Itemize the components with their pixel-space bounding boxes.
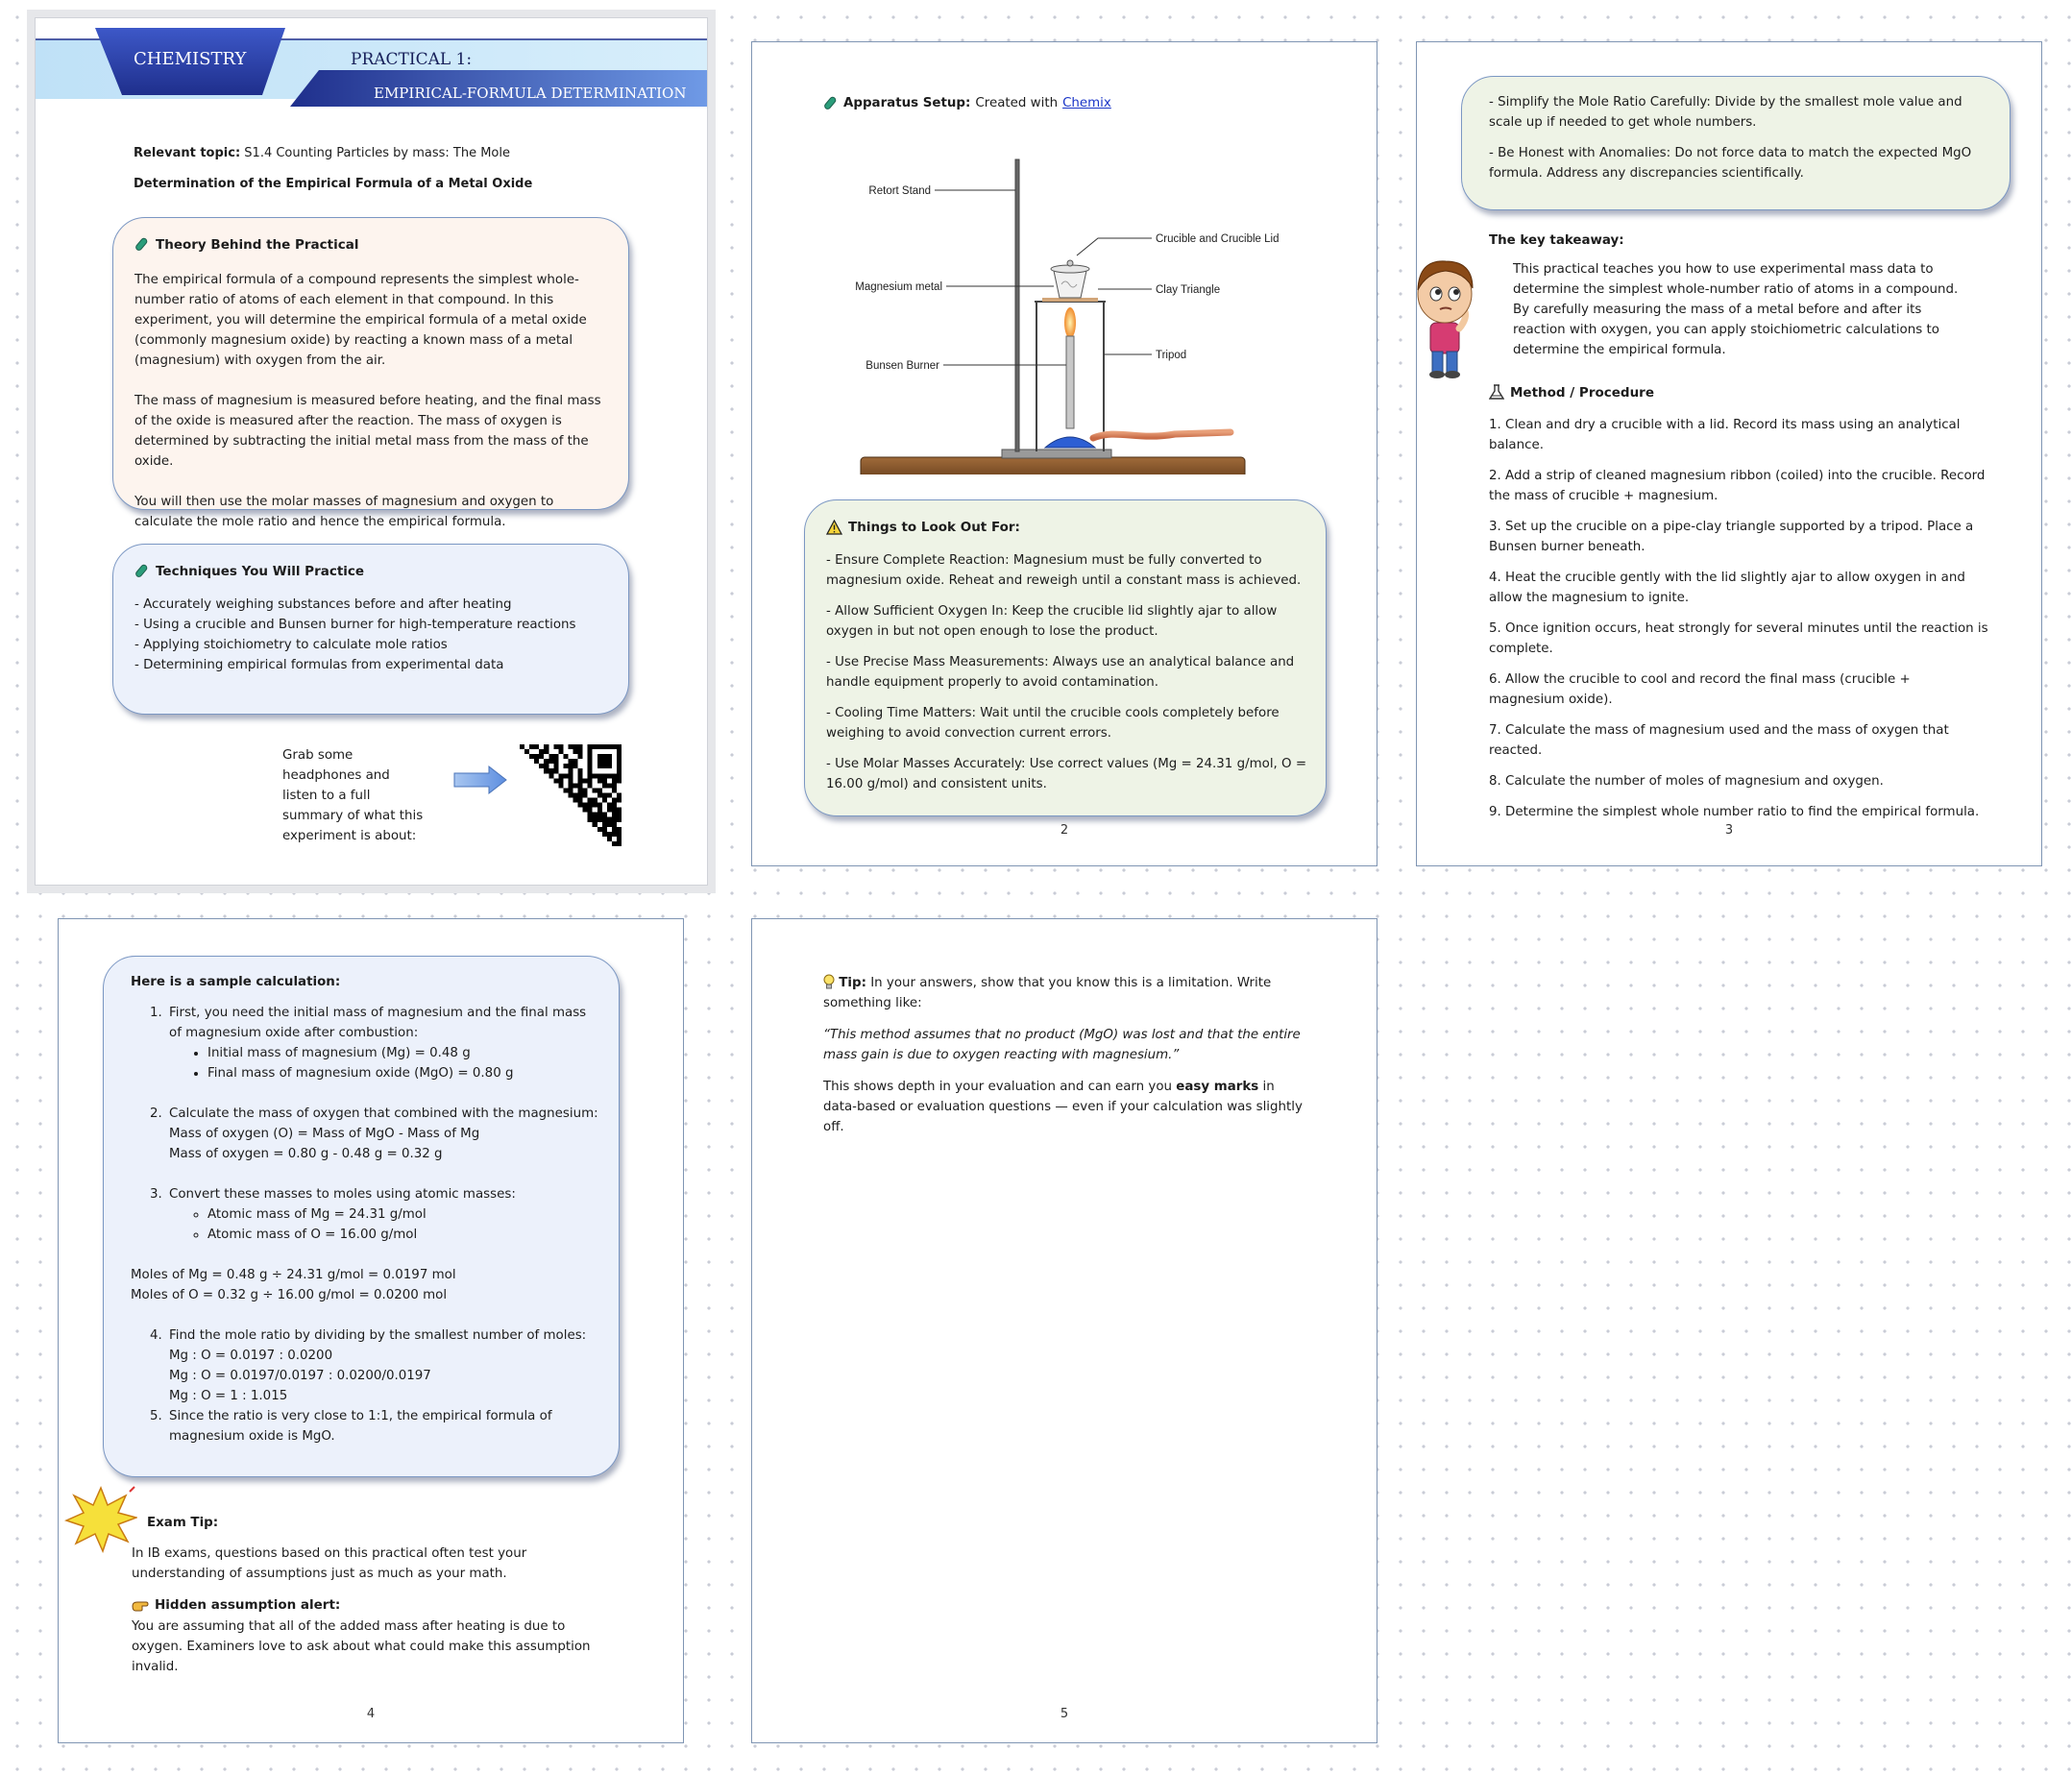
crucible-label: Crucible and Crucible Lid: [1156, 233, 1280, 245]
right-arrow-icon: [452, 766, 508, 794]
list-item: ◦ Atomic mass of Mg = 24.31 g/mol: [207, 1204, 601, 1225]
list-item: - Accurately weighing substances before and after heating: [134, 597, 512, 612]
topic-value: S1.4 Counting Particles by mass: The Mole: [244, 146, 510, 160]
page-number: 5: [1060, 1707, 1069, 1721]
apparatus-diagram: [829, 148, 1290, 474]
page-number: 3: [1724, 823, 1734, 838]
list-item: ◦ Atomic mass of O = 16.00 g/mol: [207, 1225, 601, 1245]
apparatus-text: Created with: [975, 96, 1059, 110]
lookout-list: [826, 550, 1312, 805]
hidden-assumption-text: You are assuming that all of the added mass after heating is due to oxygen. Examiners love to ask about what could make this assumption invalid.: [132, 1619, 591, 1674]
lookout-heading: Things to Look Out For:: [826, 520, 1020, 535]
calc-step: 3. Convert these masses to moles using atomic masses: ◦ Atomic mass of Mg = 24.31 g/mol ◦ Atomic mass of O = 16.00 g/mol: [131, 1184, 601, 1245]
closing-paragraph: This shows depth in your evaluation and can earn you easy marks in data-based or evaluation questions — even if your calculation was slightly off.: [823, 1080, 1303, 1134]
exam-tip-heading: Exam Tip:: [147, 1516, 219, 1530]
page-2[interactable]: [751, 41, 1377, 866]
test-tube-icon: [134, 564, 150, 579]
list-item: - Allow Sufficient Oxygen In: Keep the crucible lid slightly ajar to allow oxygen in but not open enough to lose the product.: [826, 604, 1278, 639]
practical-title: EMPIRICAL-FORMULA DETERMINATION: [374, 85, 687, 102]
magnesium-label: Magnesium metal: [855, 281, 942, 293]
list-item: 8. Calculate the number of moles of magnesium and oxygen.: [1489, 774, 1884, 789]
hidden-assumption-heading: Hidden assumption alert:: [132, 1597, 340, 1613]
techniques-heading: Techniques You Will Practice: [134, 564, 364, 579]
tip-paragraph: [823, 973, 1304, 1013]
sample-calculation: [131, 972, 601, 1447]
calc-step: 2. Calculate the mass of oxygen that combined with the magnesium: Mass of oxygen (O) = Mass of MgO - Mass of Mg Mass of oxygen = 0.80 g - 0.48 g = 0.32 g: [150, 1106, 598, 1161]
list-item: - Simplify the Mole Ratio Carefully: Divide by the smallest mole value and scale up if needed to get whole numbers.: [1489, 95, 1962, 130]
easy-marks-emphasis: easy marks: [1176, 1080, 1259, 1094]
theory-heading: Theory Behind the Practical: [134, 237, 358, 253]
list-item: 7. Calculate the mass of magnesium used and the mass of oxygen that reacted.: [1489, 723, 1949, 758]
list-item: - Ensure Complete Reaction: Magnesium must be fully converted to magnesium oxide. Reheat and reweigh until a constant mass is achieved.: [826, 553, 1302, 588]
list-item: 6. Allow the crucible to cool and record the final mass (crucible + magnesium oxide).: [1489, 672, 1911, 707]
list-item: • Final mass of magnesium oxide (MgO) = 0.80 g: [207, 1063, 601, 1083]
moles-line: Moles of O = 0.32 g ÷ 16.00 g/mol = 0.0200 mol: [131, 1288, 448, 1302]
techniques-list: [134, 595, 611, 675]
title-banner: [36, 28, 707, 114]
techniques-box: [112, 544, 629, 715]
retort-stand-label: Retort Stand: [868, 185, 931, 197]
lightbulb-icon: [823, 974, 835, 989]
list-item: - Using a crucible and Bunsen burner for high-temperature reactions: [134, 618, 576, 632]
subject-label: CHEMISTRY: [134, 49, 247, 69]
calc-step: 5. Since the ratio is very close to 1:1, the empirical formula of magnesium oxide is MgO.: [150, 1409, 552, 1444]
list-item: - Determining empirical formulas from experimental data: [134, 658, 504, 672]
moles-line: Moles of Mg = 0.48 g ÷ 24.31 g/mol = 0.0197 mol: [131, 1268, 456, 1282]
calc-step: 1. First, you need the initial mass of magnesium and the final mass of magnesium oxide after combustion: • Initial mass of magnesium (Mg) = 0.48 g • Final mass of magnesium oxide (MgO) = 0.80 g: [131, 1003, 601, 1083]
chemix-link[interactable]: Chemix: [1062, 96, 1111, 110]
calc-step: 4. Find the mole ratio by dividing by the smallest number of moles: Mg : O = 0.0197 : 0.0200 Mg : O = 0.0197/0.0197 : 0.0200/0.0197 Mg : O = 1 : 1.015: [150, 1328, 587, 1403]
list-item: - Cooling Time Matters: Wait until the crucible cools completely before weighing to avoid convection current errors.: [826, 706, 1280, 741]
theory-paragraph: The empirical formula of a compound represents the simplest whole-number ratio of atoms of each element in that compound. In this experiment, you will determine the empirical formula of a metal oxide (commonly magnesium oxide) by reacting a known mass of a metal (magnesium) with oxygen from the air.: [134, 273, 587, 368]
assumption-quote: “This method assumes that no product (MgO) was lost and that the entire mass gain is due to oxygen reacting with magnesium.”: [823, 1028, 1301, 1062]
sample-calculation-box: [103, 956, 620, 1477]
page-number: 4: [366, 1707, 376, 1721]
list-item: - Use Precise Mass Measurements: Always use an analytical balance and handle equipment properly to avoid contamination.: [826, 655, 1295, 690]
theory-box: [112, 217, 629, 529]
lookout-box: [804, 499, 1327, 816]
exam-tip-text: In IB exams, questions based on this practical often test your understanding of assumptions just as much as your math.: [132, 1546, 527, 1581]
takeaway-text: This practical teaches you how to use experimental mass data to determine the simplest whole-number ratio of atoms in a compound. By carefully measuring the mass of a metal before and after its reaction with oxygen, you can apply stoichiometric calculations to determine the empirical formula.: [1513, 262, 1959, 357]
apparatus-label: Apparatus Setup:: [843, 96, 971, 110]
page-1[interactable]: [35, 17, 708, 886]
page-3[interactable]: [1416, 41, 2042, 866]
list-item: 2. Add a strip of cleaned magnesium ribbon (coiled) into the crucible. Record the mass of crucible + magnesium.: [1489, 469, 1986, 503]
list-item: 5. Once ignition occurs, heat strongly for several minutes until the reaction is complete.: [1489, 621, 1988, 656]
list-item: - Applying stoichiometry to calculate mole ratios: [134, 638, 448, 652]
list-item: 3. Set up the crucible on a pipe-clay triangle supported by a tripod. Place a Bunsen burner beneath.: [1489, 520, 1974, 554]
flask-icon: [1489, 384, 1504, 401]
list-item: • Initial mass of magnesium (Mg) = 0.48 g: [207, 1043, 601, 1063]
thinking-student-illustration: [1409, 255, 1480, 380]
practical-label: PRACTICAL 1:: [351, 50, 473, 69]
apparatus-caption: [823, 93, 1323, 113]
clay-triangle-label: Clay Triangle: [1156, 284, 1221, 296]
theory-paragraph: The mass of magnesium is measured before heating, and the final mass of the oxide is measured after the reaction. The mass of oxygen is determined by subtracting the initial metal mass from the mass of the oxide.: [134, 394, 601, 469]
relevant-topic: [134, 143, 671, 163]
list-item: 1. Clean and dry a crucible with a lid. Record its mass using an analytical balance.: [1489, 418, 1961, 452]
theory-body: [134, 270, 611, 552]
page-4[interactable]: [58, 918, 684, 1743]
list-item: - Be Honest with Anomalies: Do not force data to match the expected MgO formula. Address any discrepancies scientifically.: [1489, 146, 1972, 181]
list-item: 4. Heat the crucible gently with the lid slightly ajar to allow oxygen in and allow the magnesium to ignite.: [1489, 571, 1965, 605]
test-tube-icon: [823, 96, 839, 111]
tips-box: [1461, 76, 2011, 210]
topic-label: Relevant topic:: [134, 146, 241, 160]
tip-text: In your answers, show that you know this is a limitation. Write something like:: [823, 976, 1272, 1010]
test-tube-icon: [134, 237, 150, 253]
tips-list: [1489, 92, 1988, 194]
starburst-icon: [64, 1486, 137, 1553]
tripod-label: Tripod: [1156, 350, 1187, 361]
bench: [861, 457, 1245, 474]
list-item: 9. Determine the simplest whole number ratio to find the empirical formula.: [1489, 805, 1980, 819]
theory-paragraph: You will then use the molar masses of magnesium and oxygen to calculate the mole ratio and hence the empirical formula.: [134, 495, 554, 529]
method-steps: [1489, 415, 1988, 833]
bunsen-label: Bunsen Burner: [865, 360, 939, 372]
sample-heading: Here is a sample calculation:: [131, 975, 341, 989]
page-number: 2: [1060, 823, 1069, 838]
audio-prompt: Grab some headphones and listen to a full summary of what this experiment is about:: [282, 748, 424, 843]
tip-label: Tip:: [839, 976, 866, 990]
qr-code[interactable]: [520, 744, 622, 846]
warning-icon: [826, 520, 842, 535]
list-item: - Use Molar Masses Accurately: Use correct values (Mg = 24.31 g/mol, O = 16.00 g/mol) and consistent units.: [826, 757, 1307, 791]
method-heading: Method / Procedure: [1489, 384, 1654, 401]
takeaway-heading: The key takeaway:: [1489, 233, 1624, 248]
pointing-hand-icon: [132, 1598, 149, 1612]
page-subtitle: Determination of the Empirical Formula of a Metal Oxide: [134, 177, 533, 191]
page-5[interactable]: [751, 918, 1377, 1743]
